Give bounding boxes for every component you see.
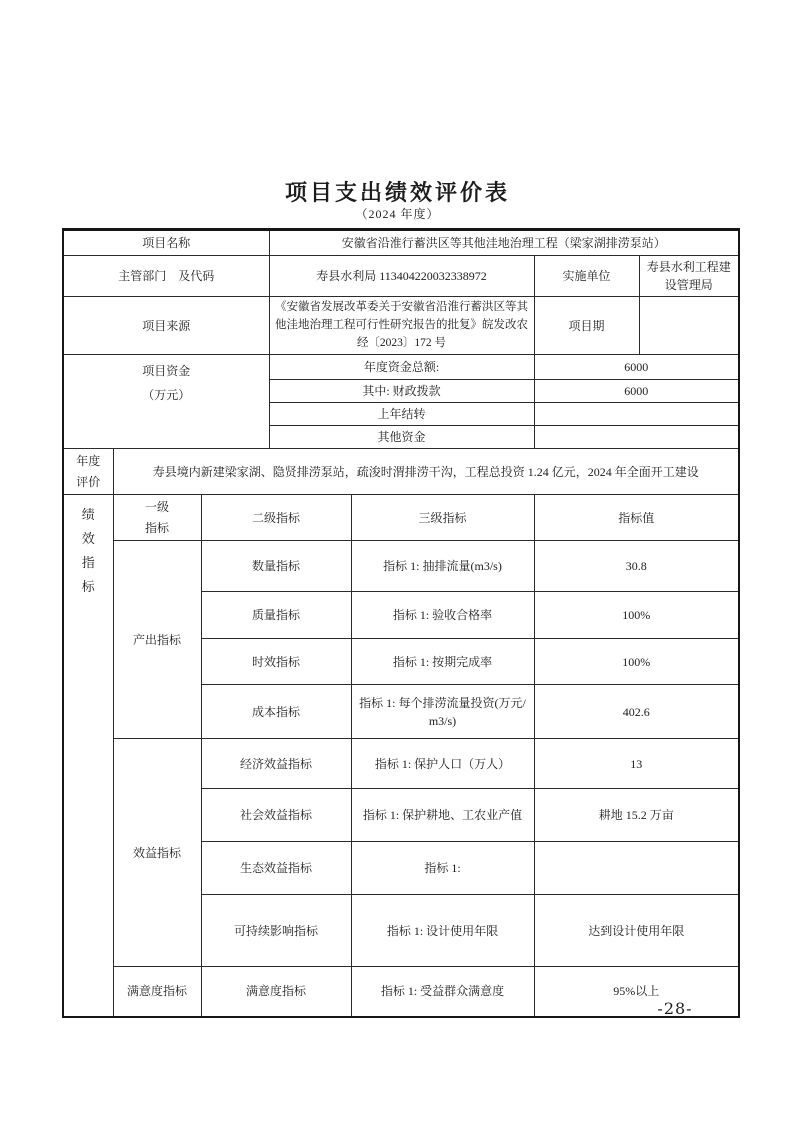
header-level1-text: 一级指标	[144, 500, 169, 535]
table-row	[63, 297, 739, 355]
table-row	[63, 355, 739, 380]
funds-row-value: 6000	[534, 380, 739, 403]
level3-cell: 指标 1:	[351, 842, 534, 895]
funds-row-label: 其中: 财政拨款	[269, 380, 534, 403]
level3-cell: 指标 1: 设计使用年限	[351, 895, 534, 967]
header-level1	[113, 495, 201, 541]
table-row	[63, 230, 739, 256]
group-label-output: 产出指标	[113, 541, 201, 739]
level3-cell: 指标 1: 每个排涝流量投资(万元/m3/s)	[351, 685, 534, 739]
level2-cell: 生态效益指标	[201, 842, 351, 895]
funds-row-value	[534, 426, 739, 449]
value-cell: 402.6	[534, 685, 739, 739]
header-value: 指标值	[534, 495, 739, 541]
level2-cell: 数量指标	[201, 541, 351, 592]
page-number: -28-	[657, 999, 693, 1018]
table-row	[63, 495, 739, 541]
level2-cell: 成本指标	[201, 685, 351, 739]
header-level3: 三级指标	[351, 495, 534, 541]
value-cell: 95%以上	[534, 967, 739, 1017]
dept-value: 寿县水利局 113404220032338972	[269, 256, 534, 297]
level2-cell: 可持续影响指标	[201, 895, 351, 967]
table-row	[63, 541, 739, 592]
level3-cell: 指标 1: 按期完成率	[351, 639, 534, 685]
evaluation-table	[62, 228, 740, 1018]
period-value	[639, 297, 739, 355]
header-level2: 二级指标	[201, 495, 351, 541]
level2-cell: 社会效益指标	[201, 789, 351, 842]
source-value: 《安徽省发展改革委关于安徽省沿淮行蓄洪区等其他洼地治理工程可行性研究报告的批复》皖发改农经〔2023〕172 号	[269, 297, 534, 355]
group-label-benefit: 效益指标	[113, 739, 201, 967]
level3-cell: 指标 1: 抽排流量(m3/s)	[351, 541, 534, 592]
value-cell: 30.8	[534, 541, 739, 592]
perf-indicator-section-label	[63, 495, 113, 1017]
table-row	[63, 739, 739, 789]
value-cell: 13	[534, 739, 739, 789]
funds-row-label: 年度资金总额:	[269, 355, 534, 380]
annual-eval-value: 寿县境内新建梁家湖、隐贤排涝泵站，疏浚时渭排涝干沟，工程总投资 1.24 亿元，2024 年全面开工建设	[113, 449, 739, 495]
group-label-satisfaction: 满意度指标	[113, 967, 201, 1017]
funds-row-label: 上年结转	[269, 403, 534, 426]
dept-label: 主管部门 及代码	[63, 256, 269, 297]
page-title: 项目支出绩效评价表	[284, 180, 510, 205]
funds-row-label: 其他资金	[269, 426, 534, 449]
level2-cell: 经济效益指标	[201, 739, 351, 789]
annual-eval-label-text: 年度评价	[76, 454, 101, 489]
table-row	[63, 449, 739, 495]
funds-label-line1: 项目资金	[142, 364, 191, 379]
page-subtitle: （2024 年度）	[355, 207, 440, 221]
level3-cell: 指标 1: 验收合格率	[351, 592, 534, 639]
source-label: 项目来源	[63, 297, 269, 355]
period-label: 项目期	[534, 297, 639, 355]
funds-row-value: 6000	[534, 355, 739, 380]
value-cell: 100%	[534, 639, 739, 685]
impl-unit-label: 实施单位	[534, 256, 639, 297]
impl-unit-value: 寿县水利工程建设管理局	[639, 256, 739, 297]
table-row	[63, 256, 739, 297]
level2-cell: 质量指标	[201, 592, 351, 639]
level3-cell: 指标 1: 受益群众满意度	[351, 967, 534, 1017]
funds-label	[63, 355, 269, 449]
perf-indicator-section-text: 绩效指标	[81, 507, 95, 595]
funds-label-line2: （万元）	[142, 388, 191, 403]
level3-cell: 指标 1: 保护耕地、工农业产值	[351, 789, 534, 842]
value-cell: 耕地 15.2 万亩	[534, 789, 739, 842]
table-row	[63, 967, 739, 1017]
project-name-label: 项目名称	[63, 230, 269, 256]
annual-eval-label	[63, 449, 113, 495]
level2-cell: 时效指标	[201, 639, 351, 685]
value-cell: 100%	[534, 592, 739, 639]
value-cell: 达到设计使用年限	[534, 895, 739, 967]
level2-cell: 满意度指标	[201, 967, 351, 1017]
funds-row-value	[534, 403, 739, 426]
level3-cell: 指标 1: 保护人口（万人）	[351, 739, 534, 789]
value-cell	[534, 842, 739, 895]
project-name-value: 安徽省沿淮行蓄洪区等其他洼地治理工程（梁家湖排涝泵站）	[269, 230, 739, 256]
